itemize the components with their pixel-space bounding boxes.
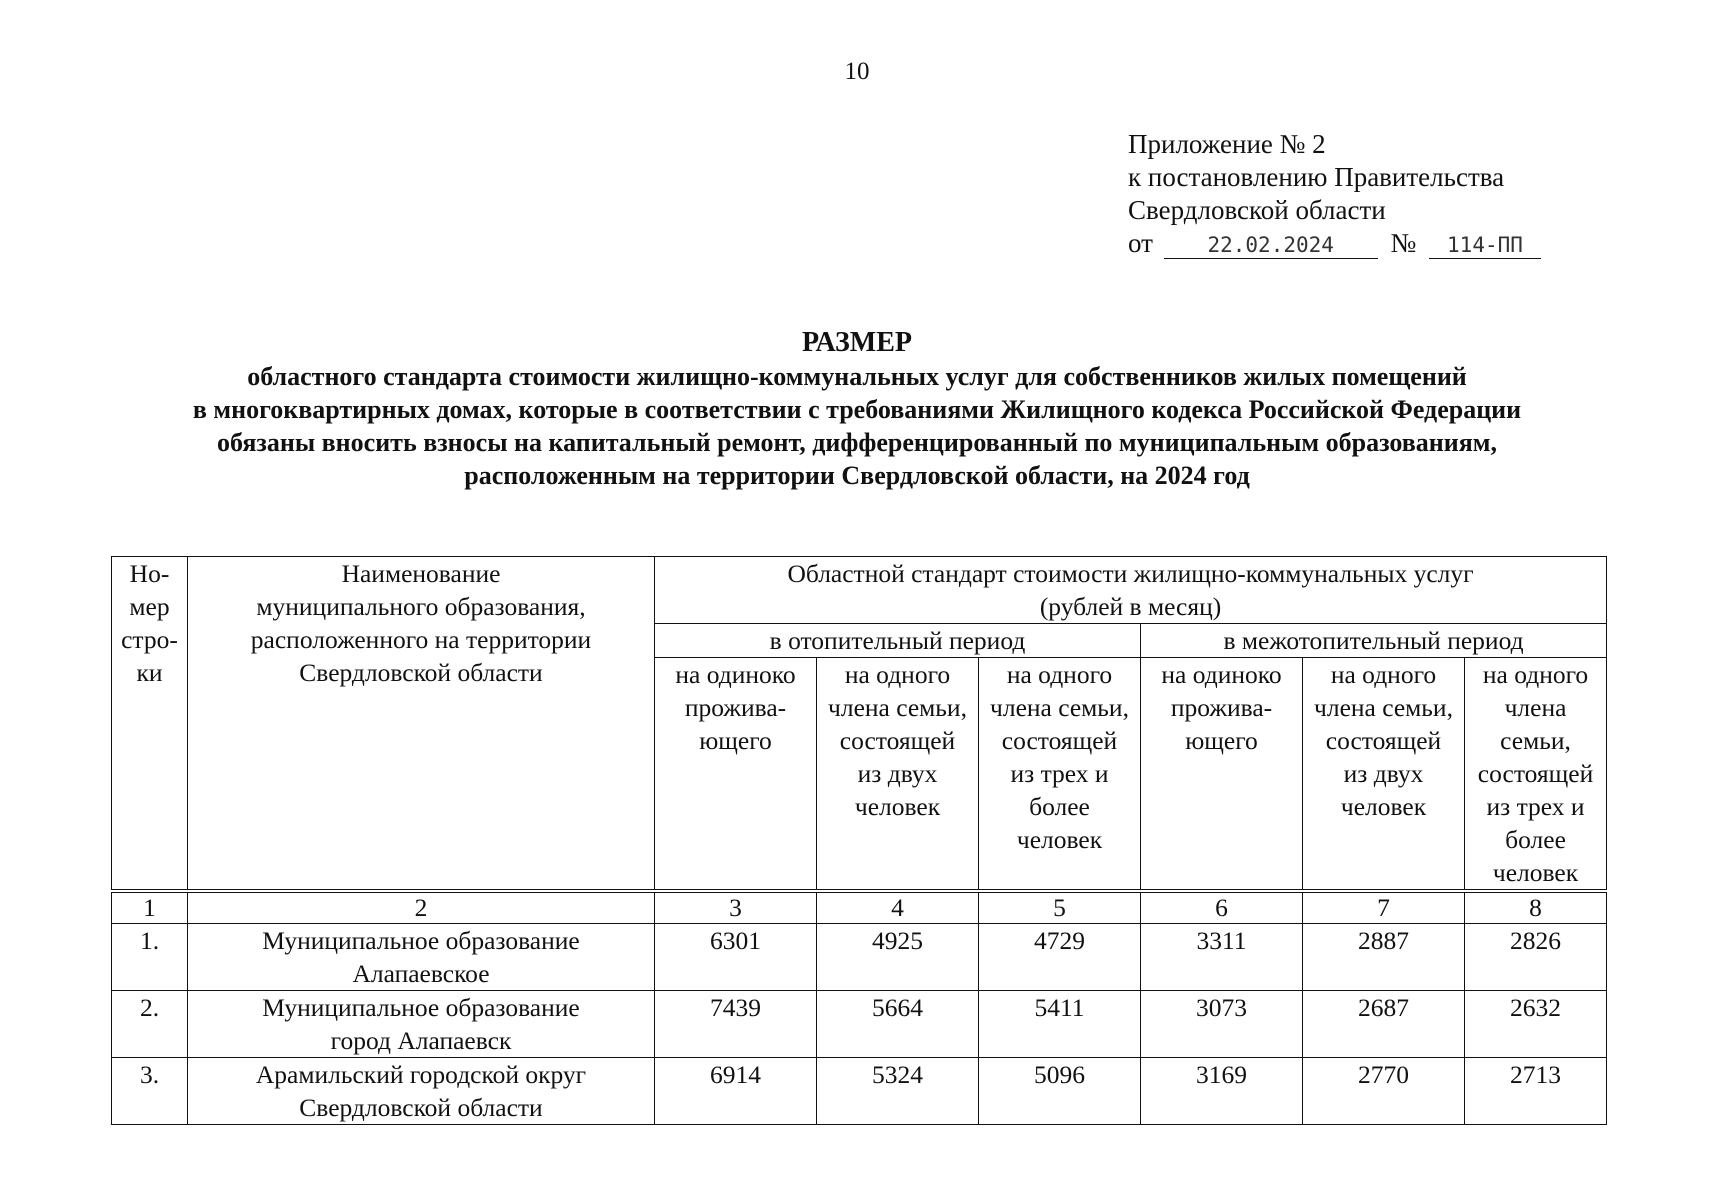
municipality-name: Муниципальное образование Алапаевское [188,924,655,991]
appendix-line-1: Приложение № 2 [1128,129,1326,159]
column-number: 8 [1465,891,1607,924]
header-row-1 [112,557,1607,624]
header-non-heating-period: в межотопительный период [1141,624,1607,658]
value-cell: 6301 [655,924,817,991]
column-number: 5 [979,891,1141,924]
column-number: 3 [655,891,817,924]
value-cell: 2770 [1303,1058,1465,1125]
number-prefix: № [1390,228,1417,258]
header-non-heating-single: на одиноко прожива- ющего [1141,658,1303,892]
value-cell: 7439 [655,991,817,1058]
value-cell: 3311 [1141,924,1303,991]
appendix-block [1128,128,1541,260]
municipality-name: Муниципальное образование город Алапаевск [188,991,655,1058]
header-non-heating-two: на одного члена семьи, состоящей из двух человек [1303,658,1465,892]
title-subtitle: областного стандарта стоимости жилищно-коммунальных услуг для собственников жилых помещений в многоквартирных домах, которые в соответствии с требованиями Жилищного кодекса Российской Федерации обязаны вносить взносы на капитальный ремонт, дифференцированный по муниципальным образованиям, расположенным на территории Свердловской области, на 2024 год [192,362,1522,490]
standard-table [111,556,1607,1125]
table-row [112,1058,1607,1125]
table-row [112,924,1607,991]
header-standard: Областной стандарт стоимости жилищно-коммунальных услуг (рублей в месяц) [655,557,1607,624]
title-main: РАЗМЕР [801,327,913,358]
value-cell: 2687 [1303,991,1465,1058]
value-cell: 5096 [979,1058,1141,1125]
row-index: 1. [112,924,188,991]
decree-number: 114-ПП [1429,232,1541,259]
table-row [112,991,1607,1058]
header-heating-period: в отопительный период [655,624,1141,658]
column-number: 6 [1141,891,1303,924]
row-index: 3. [112,1058,188,1125]
value-cell: 2632 [1465,991,1607,1058]
value-cell: 3073 [1141,991,1303,1058]
municipality-name: Арамильский городской округ Свердловской области [188,1058,655,1125]
header-row-number: Но- мер стро- ки [112,557,188,892]
header-municipality-name: Наименование муниципального образования, расположенного на территории Свердловской области [188,557,655,892]
column-number: 4 [817,891,979,924]
value-cell: 5664 [817,991,979,1058]
value-cell: 5411 [979,991,1141,1058]
appendix-date-line [1128,227,1541,260]
document-title [0,326,1714,492]
column-number: 1 [112,891,188,924]
column-number: 2 [188,891,655,924]
appendix-line-3: Свердловской области [1128,195,1386,225]
value-cell: 3169 [1141,1058,1303,1125]
header-non-heating-three: на одного члена семьи, состоящей из трех и более человек [1465,658,1607,892]
appendix-line-2: к постановлению Правительства [1128,162,1505,192]
page-number: 10 [844,58,870,85]
value-cell: 6914 [655,1058,817,1125]
value-cell: 5324 [817,1058,979,1125]
value-cell: 2887 [1303,924,1465,991]
value-cell: 2713 [1465,1058,1607,1125]
column-number-row [112,891,1607,924]
date-prefix: от [1128,228,1153,258]
row-index: 2. [112,991,188,1058]
value-cell: 4925 [817,924,979,991]
decree-date: 22.02.2024 [1164,232,1378,259]
column-number: 7 [1303,891,1465,924]
value-cell: 4729 [979,924,1141,991]
value-cell: 2826 [1465,924,1607,991]
header-heating-single: на одиноко прожива- ющего [655,658,817,892]
header-heating-two: на одного члена семьи, состоящей из двух человек [817,658,979,892]
header-heating-three: на одного члена семьи, состоящей из трех и более человек [979,658,1141,892]
